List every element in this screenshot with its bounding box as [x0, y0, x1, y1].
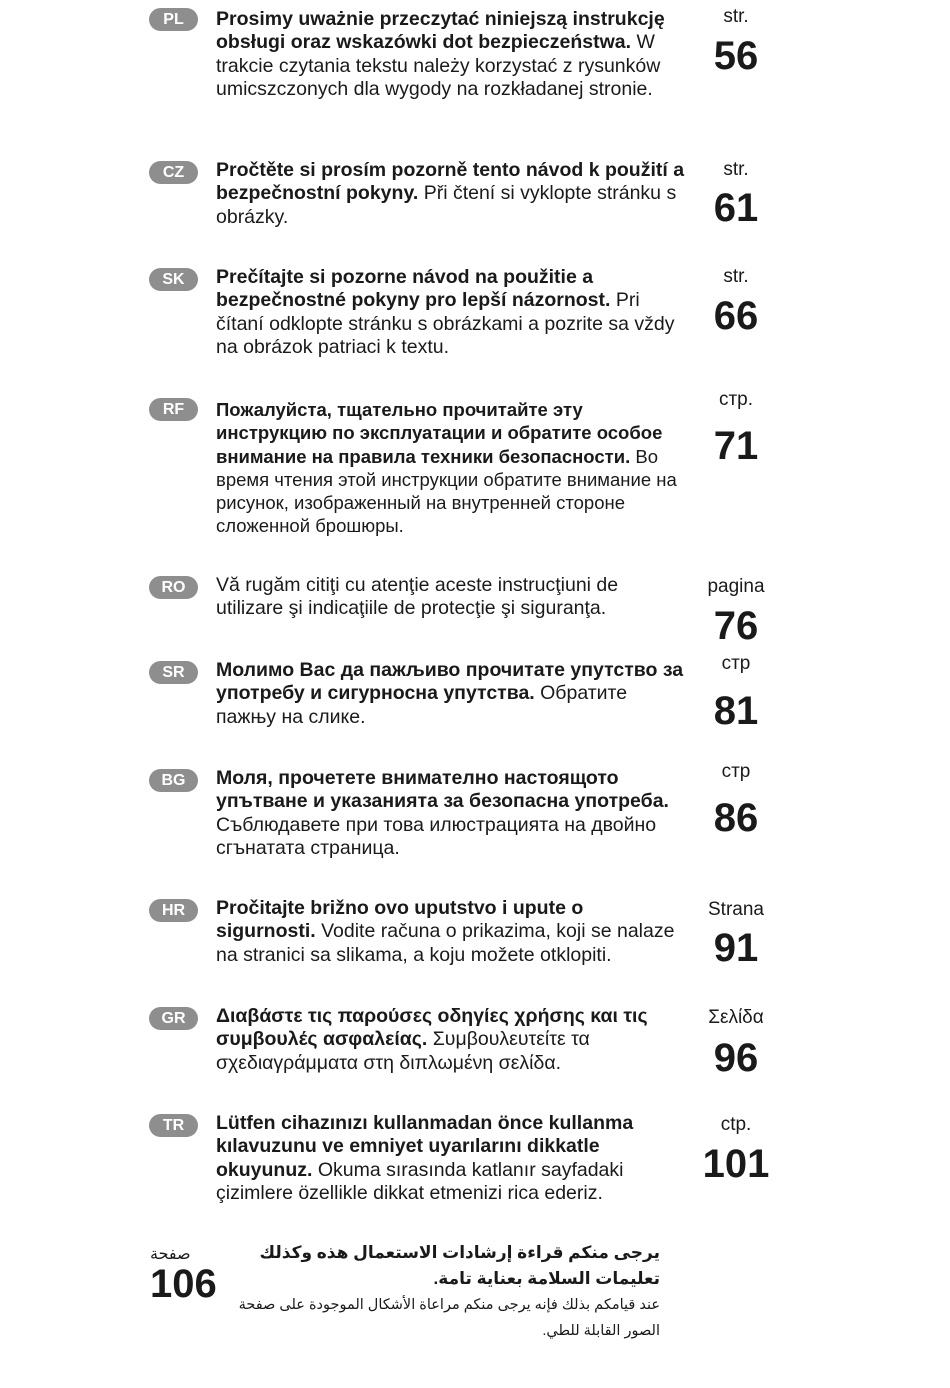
entry-normal-text: Обратите пажњу на слике. [216, 682, 628, 728]
entry-bold-text: Моля, прочетете внимателно настоящото упътване и указанията за безопасна употреба. [216, 767, 669, 813]
page-number: 86 [713, 796, 759, 840]
arabic-page-label: صفحة [150, 1246, 191, 1263]
language-badge-ro: RO [149, 576, 198, 599]
entry-normal-text: W trakcie czytania tekstu należy korzystać z rysunków umicszczonych dla wygody na rozkładanej stronie. [216, 31, 661, 100]
language-badge-pl: PL [149, 8, 198, 31]
entry-bold-text: Διαβάστε τις παρούσες οδηγίες χρήσης και τις συμβουλές ασφαλείας. [216, 1005, 648, 1051]
language-badge-bg: BG [149, 769, 198, 792]
entry-text-pl [216, 8, 686, 101]
page-label: стр [721, 653, 751, 674]
arabic-bold-text: يرجى منكم قراءة إرشادات الاستعمال هذه وكذلك تعليمات السلامة بعناية تامة. [259, 1243, 660, 1288]
page-label: Strana [708, 899, 764, 920]
page-label: ctp. [720, 1114, 752, 1135]
arabic-normal-text: عند قيامكم بذلك فإنه يرجى منكم مراعاة الأشكال الموجودة على صفحة الصور القابلة للطي. [238, 1297, 660, 1339]
language-badge-tr: TR [149, 1114, 198, 1137]
entry-normal-text: Vă rugăm citiţi cu atenţie aceste instrucţiuni de utilizare şi indicaţiile de protecţie şi siguranţa. [216, 574, 619, 620]
entry-bold-text: Lütfen cihazınızı kullanmadan önce kullanma kılavuzunu ve emniyet uyarılarını dikkatle okuyunuz. [216, 1112, 634, 1181]
entry-bold-text: Pročitajte brižno ovo uputstvo i upute o sigurnosti. [216, 897, 584, 943]
entry-normal-text: Vodite računa o prikazima, koji se nalaze na stranici sa slikama, a koju možete otklopiti. [216, 920, 675, 966]
page-label: pagina [707, 576, 765, 597]
entry-normal-text: Συμβουλευτείτε τα σχεδιαγράμματα στη διπλωμένη σελίδα. [216, 1028, 590, 1074]
entry-normal-text: Съблюдавете при това илюстрацията на двойно сгънатата страница. [216, 813, 657, 859]
language-badge-sr: SR [149, 661, 198, 684]
page-label: стр. [718, 389, 754, 410]
entry-bold-text: Пожалуйста, тщательно прочитайте эту инструкцию по эксплуатации и обратите особое внимание на правила техники безопасности. [216, 399, 663, 467]
page-number: 61 [713, 186, 759, 230]
page-number: 76 [713, 604, 759, 648]
entry-text-ro [216, 574, 686, 621]
page-label: стр [721, 761, 751, 782]
entry-normal-text: Во время чтения этой инструкции обратите внимание на рисунок, изображенный на внутренней стороне сложенной брошюры. [216, 445, 677, 537]
entry-text-hr [216, 897, 686, 967]
entry-text-rf [216, 398, 686, 538]
language-badge-hr: HR [149, 899, 198, 922]
entry-bold-text: Prosimy uważnie przeczytać niniejszą instrukcję obsługi oraz wskazówki dot bezpieczeństwa. [216, 8, 665, 54]
entry-text-cz [216, 159, 686, 229]
language-badge-rf: RF [149, 398, 198, 421]
language-badge-gr: GR [149, 1007, 198, 1030]
page-label: str. [723, 6, 749, 27]
entry-normal-text: Při čtení si vyklopte stránku s obrázky. [216, 182, 677, 228]
arabic-page-number: 106 [150, 1262, 217, 1306]
page-label: str. [723, 159, 749, 180]
page-number: 91 [713, 926, 759, 970]
entry-bold-text: Молимо Вас да пажљиво прочитате упутство за употребу и сигурносна упутства. [216, 659, 684, 705]
page-label: str. [723, 266, 749, 287]
page-number: 56 [713, 34, 759, 78]
page-number: 101 [702, 1142, 770, 1186]
entry-text-gr [216, 1005, 686, 1075]
entry-text-tr [216, 1112, 686, 1205]
page-label: Σελίδα [708, 1007, 764, 1028]
entry-bold-text: Pročtěte si prosím pozorně tento návod k použití a bezpečnostní pokyny. [216, 159, 685, 205]
language-badge-cz: CZ [149, 161, 198, 184]
page-number: 71 [713, 424, 759, 468]
entry-text-sk [216, 266, 686, 359]
entry-normal-text: Pri čítaní odklopte stránku s obrázkami a pozrite sa vždy na obrázok patriaci k textu. [216, 289, 675, 358]
entry-text-bg [216, 767, 686, 860]
page-number: 81 [713, 689, 759, 733]
page-number: 96 [713, 1036, 759, 1080]
entry-bold-text: Prečítajte si pozorne návod na použitie a bezpečnostné pokyny pro lepší názornost. [216, 266, 611, 312]
entry-normal-text: Okuma sırasında katlanır sayfadaki çizimlere özellikle dikkat etmenizi rica ederiz. [216, 1158, 624, 1204]
language-badge-sk: SK [149, 268, 198, 291]
page-number: 66 [713, 294, 759, 338]
arabic-text [216, 1240, 660, 1344]
entry-text-sr [216, 659, 686, 729]
